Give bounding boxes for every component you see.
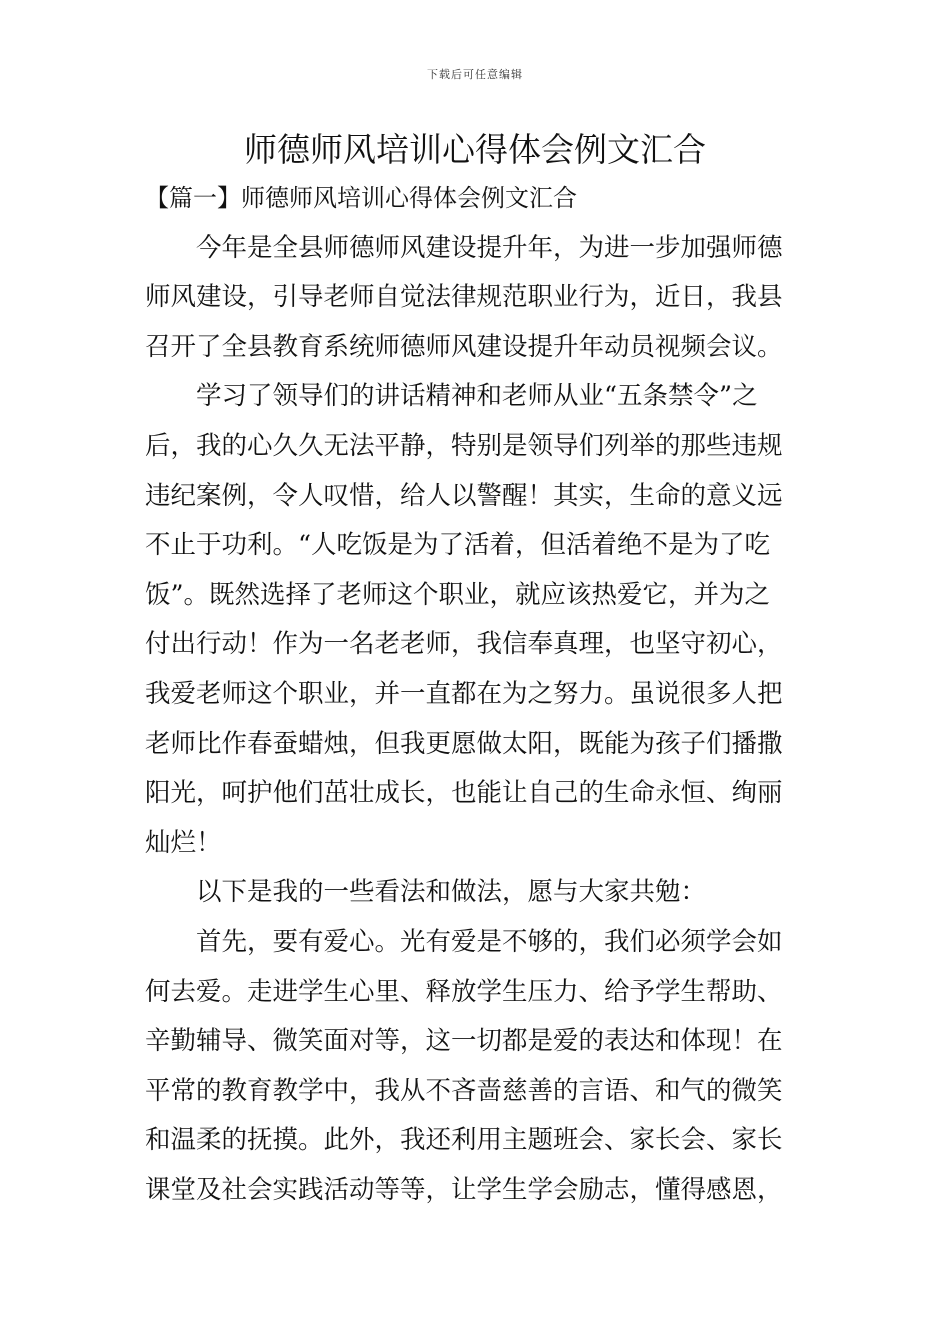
document-body	[145, 174, 810, 1215]
text-line: 辛勤辅导、微笑面对等，这一切都是爱的表达和体现！在	[145, 1026, 783, 1057]
text-line: 平常的教育教学中，我从不吝啬慈善的言语、和气的微笑	[145, 1075, 783, 1106]
text-line: 今年是全县师德师风建设提升年，为进一步加强师德	[145, 232, 783, 263]
text-line: 学习了领导们的讲话精神和老师从业“五条禁令”之	[145, 381, 758, 412]
section-heading: 【篇一】师德师风培训心得体会例文汇合	[145, 184, 577, 212]
document-title: 师德师风培训心得体会例文汇合	[244, 130, 706, 169]
text-line: 我爱老师这个职业，并一直都在为之努力。虽说很多人把	[145, 678, 783, 709]
text-line: 付出行动！作为一名老老师，我信奉真理，也坚守初心，	[145, 629, 783, 660]
text-line: 老师比作春蚕蜡烛，但我更愿做太阳，既能为孩子们播撒	[145, 728, 783, 759]
text-line: 师风建设，引导老师自觉法律规范职业行为，近日，我县	[145, 282, 783, 313]
text-line: 何去爱。走进学生心里、释放学生压力、给予学生帮助、	[145, 976, 783, 1007]
header-note: 下载后可任意编辑	[427, 68, 523, 81]
text-line: 课堂及社会实践活动等等，让学生学会励志，懂得感恩，	[145, 1174, 783, 1205]
text-line: 后，我的心久久无法平静，特别是领导们列举的那些违规	[145, 430, 783, 461]
text-line: 违纪案例，令人叹惜，给人以警醒！其实，生命的意义远	[145, 480, 783, 511]
text-line: 饭”。既然选择了老师这个职业，就应该热爱它，并为之	[145, 579, 771, 610]
text-line: 召开了全县教育系统师德师风建设提升年动员视频会议。	[145, 331, 783, 362]
text-line: 灿烂！	[145, 827, 222, 858]
text-line: 阳光，呵护他们茁壮成长，也能让自己的生命永恒、绚丽	[145, 778, 783, 809]
text-line: 和温柔的抚摸。此外，我还利用主题班会、家长会、家长	[145, 1125, 783, 1156]
text-line: 以下是我的一些看法和做法，愿与大家共勉：	[145, 877, 707, 908]
text-line: 首先，要有爱心。光有爱是不够的，我们必须学会如	[145, 926, 783, 957]
text-line: 不止于功利。“人吃饭是为了活着，但活着绝不是为了吃	[145, 530, 771, 561]
